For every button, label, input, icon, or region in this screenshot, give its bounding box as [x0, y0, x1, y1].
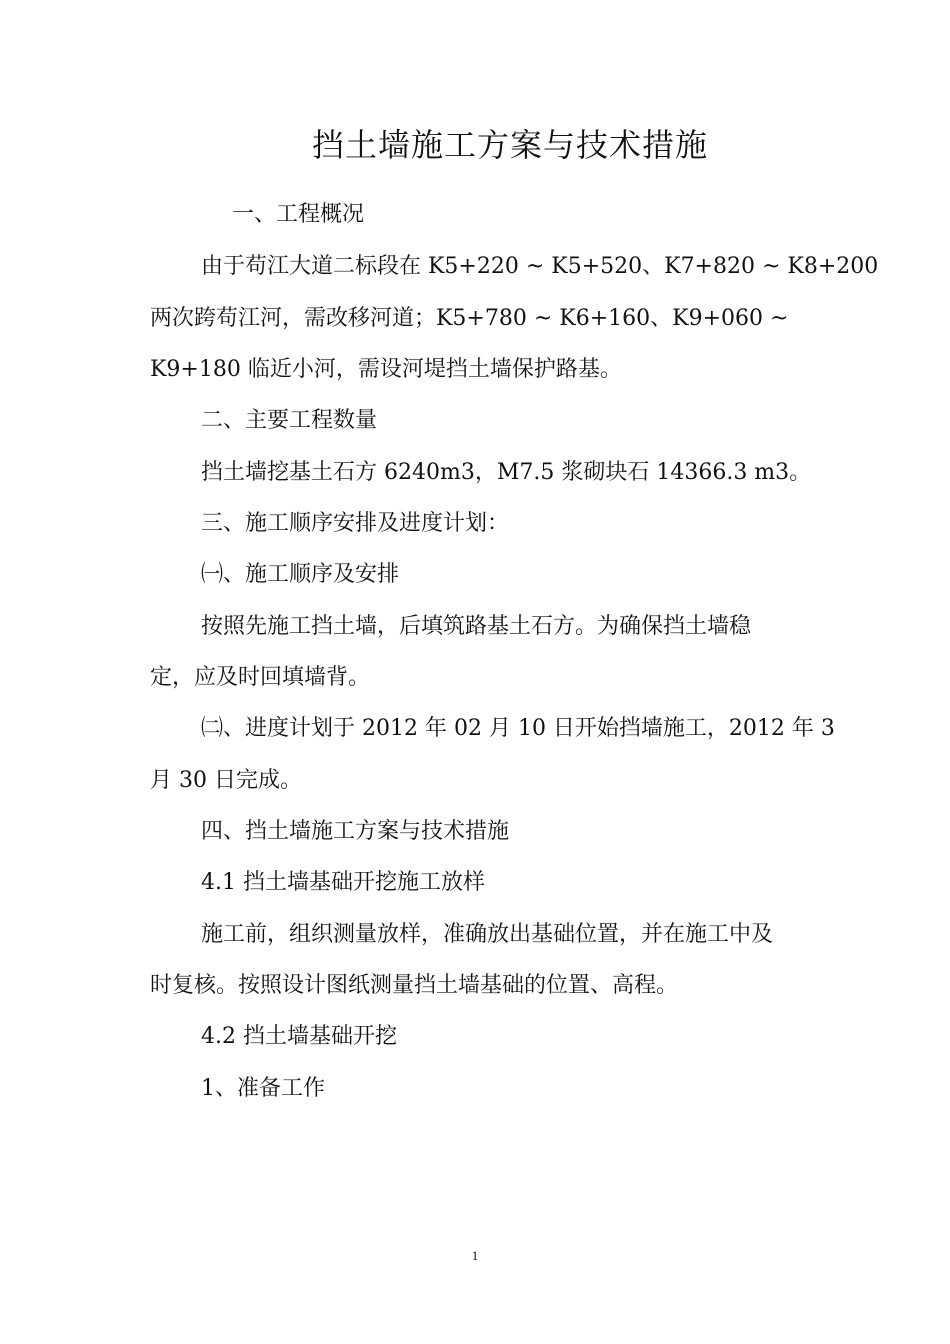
paragraph-line: 按照先施工挡土墙，后填筑路基土石方。为确保挡土墙稳 — [201, 614, 752, 639]
paragraph-line: ㈡、进度计划于 2012 年 02 月 10 日开始挡墙施工，2012 年 3 — [201, 716, 835, 741]
page-number: 1 — [471, 1248, 479, 1263]
document-title: 挡土墙施工方案与技术措施 — [311, 126, 708, 164]
paragraph-line: 时复核。按照设计图纸测量挡土墙基础的位置、高程。 — [150, 973, 679, 998]
item-heading: 1、准备工作 — [201, 1076, 325, 1101]
section-heading-methods: 四、挡土墙施工方案与技术措施 — [201, 819, 510, 844]
section-heading-quantities: 二、主要工程数量 — [201, 408, 378, 433]
paragraph-line: 施工前，组织测量放样，准确放出基础位置，并在施工中及 — [201, 922, 774, 947]
paragraph-line: 两次跨苟江河，需改移河道；K5+780 ~ K6+160、K9+060 ~ — [150, 306, 789, 331]
paragraph-line: 由于苟江大道二标段在 K5+220 ~ K5+520、K7+820 ~ K8+200 — [201, 254, 879, 279]
paragraph-line: 月 30 日完成。 — [150, 768, 302, 793]
paragraph-line: K9+180 临近小河，需设河堤挡土墙保护路基。 — [150, 357, 622, 382]
section-heading-sequence: 三、施工顺序安排及进度计划： — [201, 511, 510, 536]
section-heading-overview: 一、工程概况 — [232, 202, 365, 227]
paragraph-line: 挡土墙挖基土石方 6240m3，M7.5 浆砌块石 14366.3 m3。 — [201, 460, 812, 485]
subsection-heading: ㈠、施工顺序及安排 — [201, 562, 400, 587]
subsection-heading: 4.2 挡土墙基础开挖 — [201, 1024, 397, 1049]
paragraph-line: 定，应及时回填墙背。 — [150, 665, 371, 690]
subsection-heading: 4.1 挡土墙基础开挖施工放样 — [201, 870, 485, 895]
